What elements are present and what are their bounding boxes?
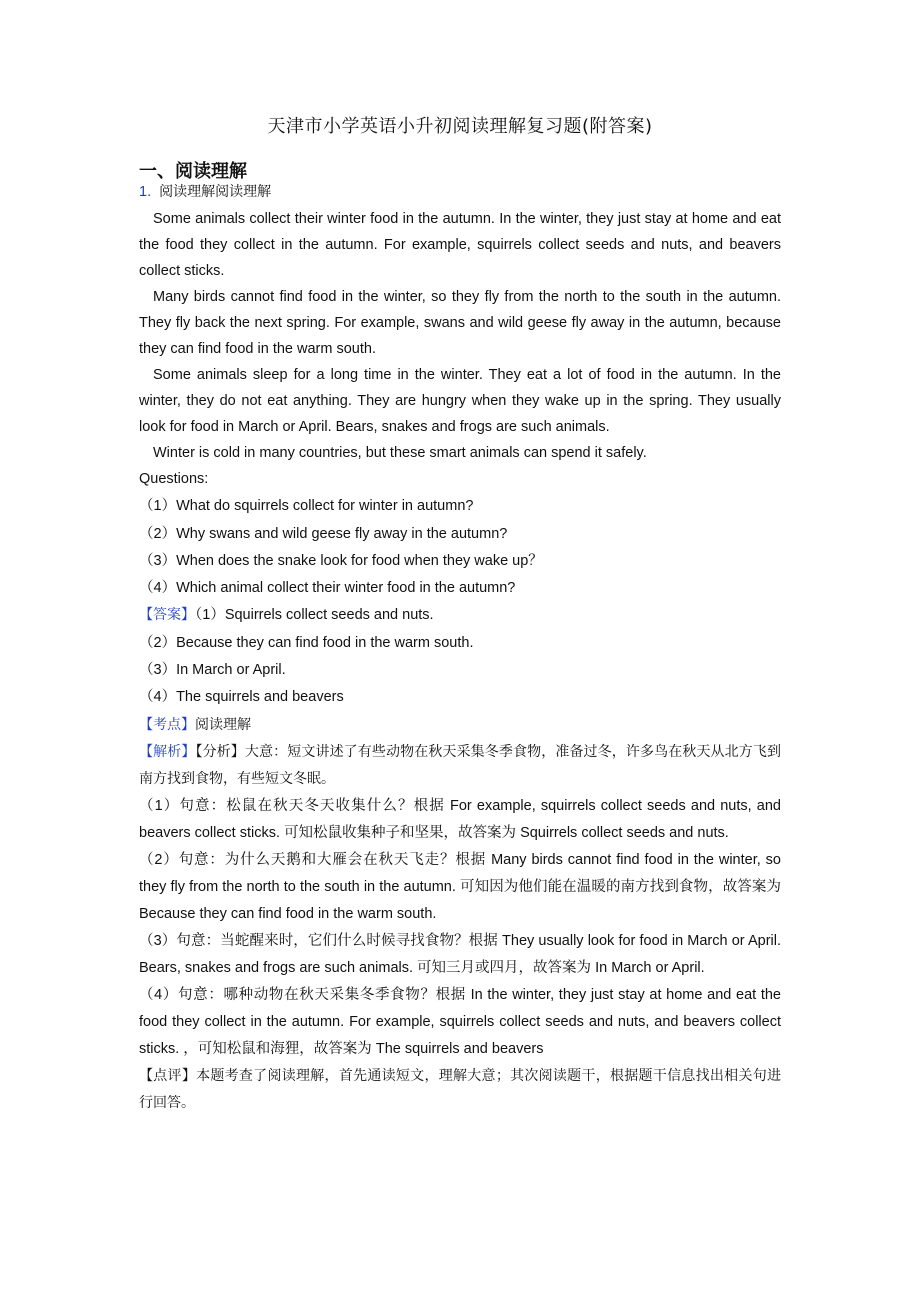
answer-tag: 【答案】	[139, 607, 195, 624]
comment: 【点评】本题考查了阅读理解，首先通读短文，理解大意；其次阅读题干，根据题干信息找出相关句进行回答。	[139, 1067, 781, 1111]
question-item: （3）When does the snake look for food when they wake up？	[139, 552, 543, 569]
passage-paragraph: Some animals sleep for a long time in the winter. They eat a lot of food in the autumn. In the winter, they do not eat anything. They are hungry when they wake up in the spring. They usually look for food in March or April. Bears, snakes and frogs are such animals.	[139, 367, 781, 435]
kaodian-text: 阅读理解	[195, 716, 251, 733]
question-label: 阅读理解阅读理解	[159, 184, 272, 200]
jiexi-tag: 【解析】	[139, 743, 196, 760]
questions-label: Questions:	[139, 471, 209, 487]
answer-item: （2）Because they can find food in the warm south.	[139, 634, 474, 651]
section-heading: 一、阅读理解	[139, 161, 247, 182]
answer-line	[139, 602, 781, 629]
analysis-item: （3）句意：当蛇醒来时，它们什么时候寻找食物？根据 They usually look for food in March or April. Bears, snakes and frogs are such animals. 可知三月或四月，故答案为 In March or April.	[139, 932, 781, 976]
question-item: （4）Which animal collect their winter food in the autumn?	[139, 580, 516, 597]
analysis-intro-line	[139, 739, 781, 793]
question-item: （2）Why swans and wild geese fly away in the autumn?	[139, 525, 508, 542]
analysis-item: （1）句意：松鼠在秋天冬天收集什么？根据 For example, squirrels collect seeds and nuts, and beavers collect sticks. 可知松鼠收集种子和坚果，故答案为 Squirrels collect seeds and nuts.	[139, 797, 781, 841]
document-title: 天津市小学英语小升初阅读理解复习题(附答案)	[267, 116, 653, 137]
analysis-item: （2）句意：为什么天鹅和大雁会在秋天飞走？根据 Many birds cannot find food in the winter, so they fly from the north to the south in the autumn. 可知因为他们能在温暖的南方找到食物，故答案为 Because they can find food in the warm south.	[139, 851, 781, 922]
analysis-item: （4）句意：哪种动物在秋天采集冬季食物？根据 In the winter, they just stay at home and eat the food they collect in the autumn. For example, squirrels collect seeds and nuts, and beavers collect sticks. ，可知松鼠和海狸，故答案为 The squirrels and beavers	[139, 986, 781, 1057]
answer-item: （4）The squirrels and beavers	[139, 689, 344, 706]
kaodian-line	[139, 712, 781, 739]
answer-item: （3）In March or April.	[139, 662, 286, 679]
content-body	[139, 180, 781, 1117]
answer-item: （1）Squirrels collect seeds and nuts.	[195, 607, 434, 624]
passage-paragraph: Some animals collect their winter food in the autumn. In the winter, they just stay at home and eat the food they collect in the autumn. For example, squirrels collect seeds and nuts, and beavers collect sticks.	[139, 211, 781, 279]
kaodian-tag: 【考点】	[139, 716, 195, 733]
passage-paragraph: Many birds cannot find food in the winter, so they fly from the north to the south in the autumn. They fly back the next spring. For example, swans and wild geese fly away in the autumn, because they can find food in the warm south.	[139, 289, 781, 357]
analysis-section	[139, 739, 781, 1117]
passage-paragraph: Winter is cold in many countries, but these smart animals can spend it safely.	[153, 445, 647, 461]
question-header	[139, 180, 781, 204]
question-item: （1）What do squirrels collect for winter in autumn?	[139, 498, 474, 515]
question-number: 1.	[139, 184, 152, 200]
analysis-intro: 【分析】大意：短文讲述了有些动物在秋天采集冬季食物，准备过冬，许多鸟在秋天从北方飞到南方找到食物，有些短文冬眠。	[139, 743, 782, 787]
